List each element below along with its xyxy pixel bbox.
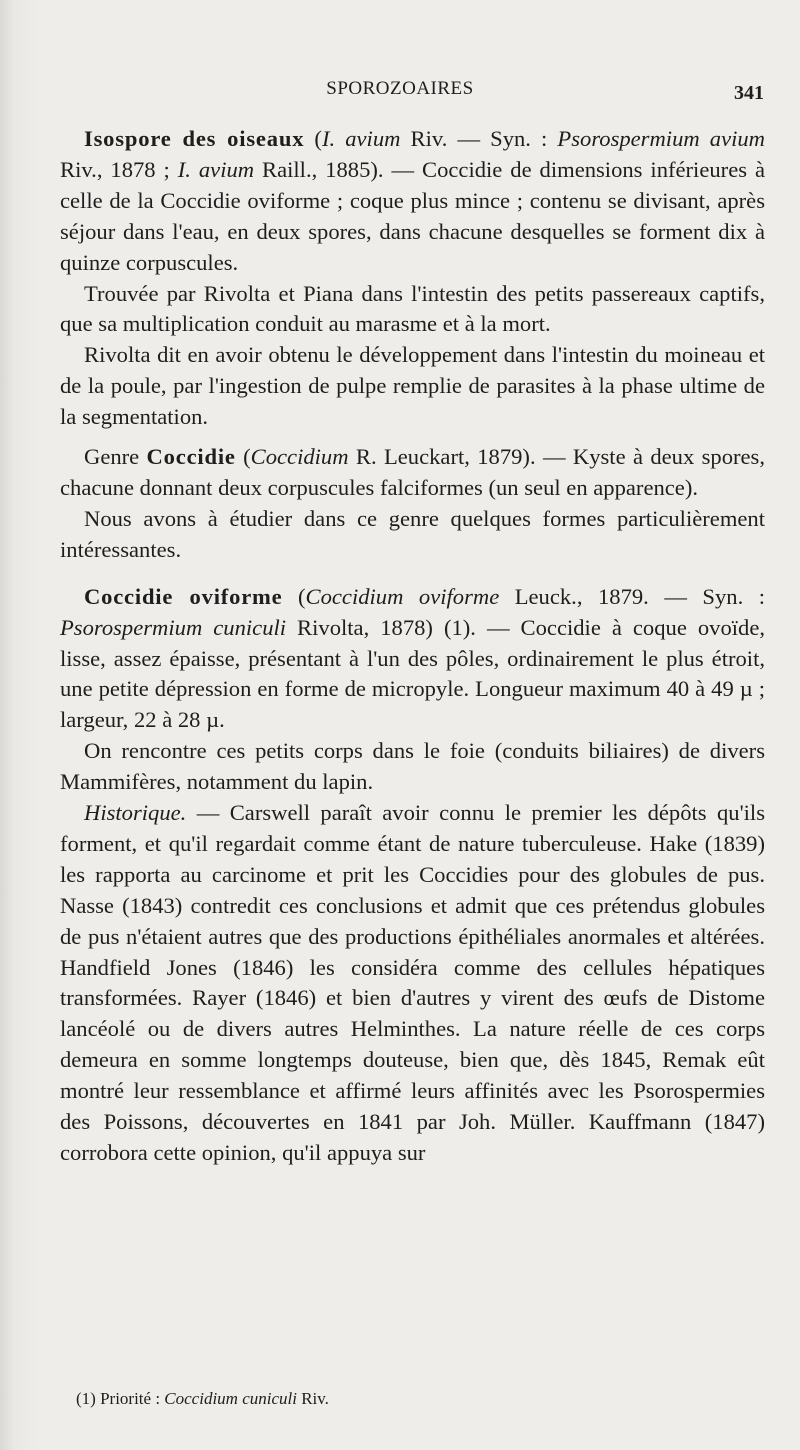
text-run: Priorité : [95,1389,165,1408]
paragraph-text: On rencontre ces petits corps dans le foie (conduits biliaires) de divers Mammifères, notamment du lapin. [60,738,765,795]
text-run: Rivolta, 1878) (1). — Coccidie à coque ovoïde, lisse, assez épaisse, présentant à l'un des pôles, ordinairement le plus étroit, une petite dépression en forme de micropyle. Longueur maximum 40 à 49 µ ; largeur, 22 à 28 µ. [60,614,765,733]
italic-run: Coccidium oviforme [305,583,500,609]
paragraph-isospore-des-oiseaux [60,124,765,279]
text-run: Genre [84,444,147,470]
text-run: ( [235,444,251,470]
italic-run: Coccidium [250,444,349,470]
footnote-mark: (1) [76,1389,96,1408]
paragraph-text: Trouvée par Rivolta et Piana dans l'intestin des petits passereaux captifs, que sa multiplication conduit au marasme et à la mort. [60,280,765,337]
page-number: 341 [734,82,764,104]
page-body [60,124,765,1169]
section-heading: Isospore des oiseaux [84,126,305,151]
text-run: Riv. [296,1389,329,1408]
paragraph-coccidie-oviforme [60,582,765,737]
text-run: R. Leuckart, 1879). — Kyste à deux spores, chacune donnant deux corpuscules falciformes (un seul en apparence). [60,444,765,500]
text-run: ( [282,583,306,609]
italic-run: Psorospermium cuniculi [60,614,287,640]
text-run: Riv., 1878 ; [60,156,178,182]
text-run: Leuck., 1879. — Syn. : [499,583,765,609]
text-run: Raill., 1885). — Coccidie de dimensions inférieures à celle de la Coccidie oviforme ; coque plus mince ; contenu se divisant, après séjour dans l'eau, en deux spores, dans chacune desquelles se forment dix à quinze corpuscules. [60,156,765,275]
text-run: ( [304,126,322,151]
paragraph-genre-coccidie [60,442,765,504]
italic-run: Coccidium cuniculi [164,1389,297,1408]
section-heading: Coccidie oviforme [84,583,283,609]
italic-run: I. avium [321,126,401,151]
paragraph-text: Rivolta dit en avoir obtenu le développement dans l'intestin du moineau et de la poule, par l'ingestion de pulpe remplie de parasites à la phase ultime de la segmentation. [60,342,765,430]
italic-run: Psorospermium avium [557,126,765,151]
paragraph-text: Nous avons à étudier dans ce genre quelques formes particulièrement intéressantes. [60,505,765,562]
text-run: Riv. — Syn. : [400,126,558,151]
running-title: SPOROZOAIRES [326,78,474,99]
italic-run: I. avium [177,156,255,182]
text-run: — Carswell paraît avoir connu le premier les dépôts qu'ils forment, et qu'il regardait comme étant de nature tuberculeuse. Hake (1839) les rapporta au carcinome et prit les Coccidies pour des globules de pus. Nasse (1843) contredit ces conclusions et admit que ces prétendus globules de pus n'étaient autres que des productions épithéliales anormales et altérées. Handfield Jones (1846) les considéra comme des cellules hépatiques transformées. Rayer (1846) et bien d'autres y virent des œufs de Distome lancéolé ou de divers autres Helminthes. La nature réelle de ces corps demeura en somme longtemps douteuse, bien que, dès 1845, Remak eût montré leur ressemblance et affirmé leurs affinités avec les Psorospermies des Poissons, découvertes en 1841 par Joh. Müller. Kauffmann (1847) corrobora cette opinion, qu'il appuya sur [60,800,765,1165]
footnote [76,1388,329,1410]
page-header [0,78,800,108]
italic-run: Historique. [84,800,187,826]
paragraph-historique [60,798,765,1169]
section-heading: Coccidie [146,444,236,470]
